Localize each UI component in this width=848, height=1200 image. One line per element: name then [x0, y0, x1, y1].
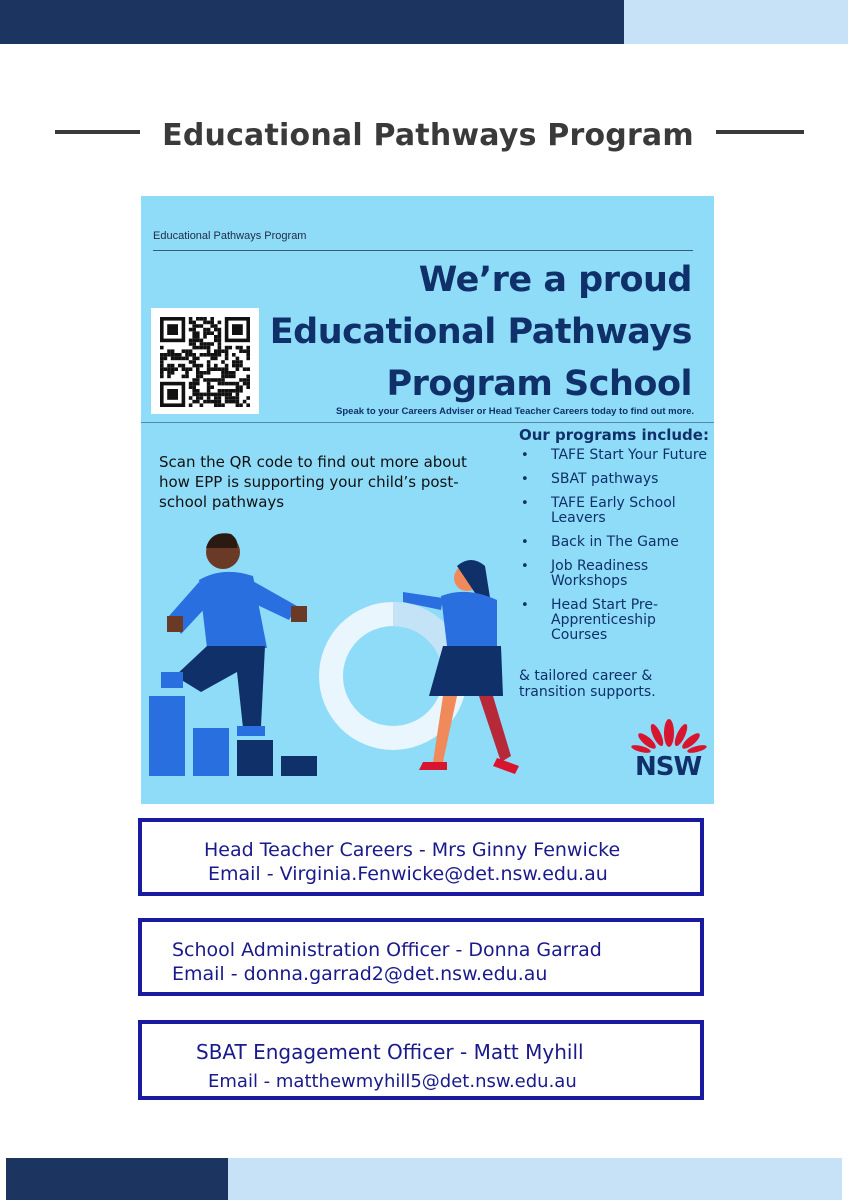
title-rule-left — [55, 130, 140, 134]
contact-role: School Administration Officer - Donna Garrad — [172, 939, 602, 961]
bottom-banner-dark — [6, 1158, 228, 1200]
contact-role: SBAT Engagement Officer - Matt Myhill — [196, 1040, 584, 1064]
contact-card-sbat-officer — [138, 1020, 704, 1100]
contact-card-admin-officer — [138, 918, 704, 996]
contact-email: Email - Virginia.Fenwicke@det.nsw.edu.au — [208, 863, 608, 885]
program-item: • Head Start Pre-Apprenticeship Courses — [519, 598, 709, 643]
page-title: Educational Pathways Program — [162, 118, 694, 153]
top-banner-light — [624, 0, 848, 44]
epp-poster — [141, 196, 714, 804]
nsw-logo-text: NSW — [635, 752, 702, 782]
program-item: • Back in The Game — [519, 535, 709, 550]
poster-header: Educational Pathways Program — [153, 230, 307, 242]
poster-subline: Speak to your Careers Adviser or Head Teacher Careers today to find out more. — [336, 406, 694, 417]
title-rule-right — [716, 130, 804, 134]
headline-line-3: Program School — [386, 364, 692, 404]
contact-card-head-teacher — [138, 818, 704, 896]
program-item: • TAFE Early School Leavers — [519, 496, 709, 526]
contact-role: Head Teacher Careers - Mrs Ginny Fenwicke — [204, 839, 621, 861]
scan-instructions: Scan the QR code to find out more about how EPP is supporting your child’s post-school pathways — [159, 453, 467, 511]
tailored-supports-text: & tailored career & transition supports. — [519, 668, 656, 700]
bottom-banner-light — [228, 1158, 842, 1200]
program-item: • Job Readiness Workshops — [519, 559, 709, 589]
program-item: • TAFE Start Your Future — [519, 448, 709, 463]
programs-title: Our programs include: — [519, 426, 709, 444]
contact-email: Email - matthewmyhill5@det.nsw.edu.au — [208, 1071, 577, 1092]
contact-email: Email - donna.garrad2@det.nsw.edu.au — [172, 963, 548, 985]
top-banner-dark — [0, 0, 624, 44]
headline-line-2: Educational Pathways — [269, 312, 692, 352]
program-item: • SBAT pathways — [519, 472, 709, 487]
headline-line-1: We’re a proud — [418, 260, 692, 300]
